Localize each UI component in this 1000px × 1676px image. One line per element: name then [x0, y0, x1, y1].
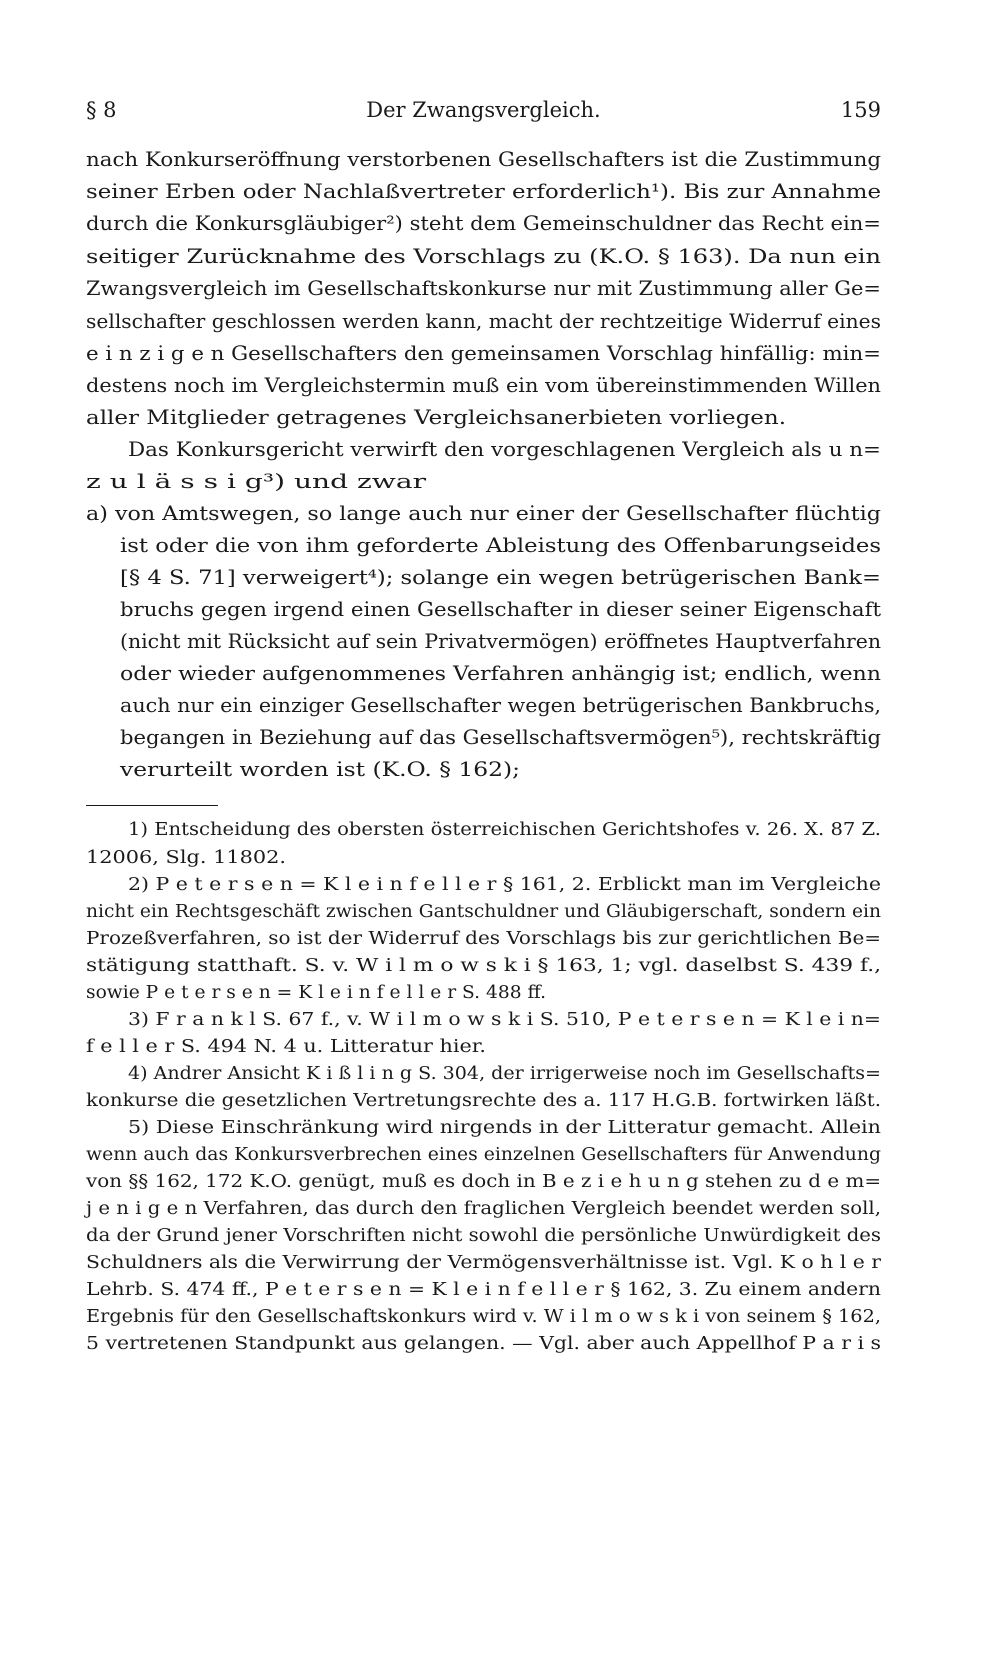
text-line: nach Konkurseröffnung verstorbenen Gesellschafters ist die Zustimmung: [86, 147, 881, 171]
text-line: begangen in Beziehung auf das Gesellschaftsvermögen⁵), rechtskräftig: [120, 725, 881, 749]
footnote-line: 5) Diese Einschränkung wird nirgends in der Litteratur gemacht. Allein: [128, 1118, 881, 1138]
running-title: Der Zwangsvergleich.: [366, 98, 601, 122]
text-line: oder wieder aufgenommenes Verfahren anhängig ist; endlich, wenn: [120, 661, 881, 685]
footnote-line: 12006, Slg. 11802.: [86, 848, 286, 868]
footnote-line: Prozeßverfahren, so ist der Widerruf des Vorschlags bis zur gerichtlichen Be=: [86, 929, 881, 949]
text-line: bruchs gegen irgend einen Gesellschafter in dieser seiner Eigenschaft: [120, 597, 881, 621]
footnote-line: f e l l e r S. 494 N. 4 u. Litteratur hier.: [86, 1037, 486, 1057]
text-line: durch die Konkursgläubiger²) steht dem Gemeinschuldner das Recht ein=: [86, 211, 881, 235]
footnote-line: da der Grund jener Vorschriften nicht sowohl die persönliche Unwürdigkeit des: [86, 1226, 881, 1246]
text-line: seiner Erben oder Nachlaßvertreter erforderlich¹). Bis zur Annahme: [86, 179, 881, 203]
footnote-line: wenn auch das Konkursverbrechen eines einzelnen Gesellschafters für Anwendung: [86, 1145, 882, 1165]
footnote-line: 3) F r a n k l S. 67 f., v. W i l m o w s k i S. 510, P e t e r s e n = K l e i n=: [128, 1010, 881, 1030]
footnote-line: j e n i g e n Verfahren, das durch den fraglichen Vergleich beendet werden soll,: [86, 1199, 881, 1219]
footnote-line: Ergebnis für den Gesellschaftskonkurs wird v. W i l m o w s k i von seinem § 162,: [86, 1307, 881, 1327]
text-line: auch nur ein einziger Gesellschafter wegen betrügerischen Bankbruchs,: [120, 693, 881, 717]
footnote-line: 1) Entscheidung des obersten österreichischen Gerichtshofes v. 26. X. 87 Z.: [128, 820, 881, 840]
footnote-line: konkurse die gesetzlichen Vertretungsrechte des a. 117 H.G.B. fortwirken läßt.: [86, 1091, 881, 1111]
footnote-line: 2) P e t e r s e n = K l e i n f e l l e r § 161, 2. Erblickt man im Vergleiche: [128, 875, 881, 895]
text-line: (nicht mit Rücksicht auf sein Privatvermögen) eröffnetes Hauptverfahren: [120, 629, 881, 653]
text-line: seitiger Zurücknahme des Vorschlags zu (K.O. § 163). Da nun ein: [86, 244, 881, 268]
footnote-line: stätigung statthaft. S. v. W i l m o w s k i § 163, 1; vgl. daselbst S. 439 f.,: [86, 956, 881, 976]
section-number: § 8: [86, 98, 117, 122]
footnote-divider: [86, 805, 218, 806]
footnote-line: Schuldners als die Verwirrung der Vermögensverhältnisse ist. Vgl. K o h l e r: [86, 1253, 881, 1273]
text-line: ist oder die von ihm geforderte Ableistung des Offenbarungseides: [120, 533, 881, 557]
page-number: 159: [840, 98, 881, 122]
footnote-line: von §§ 162, 172 K.O. genügt, muß es doch in B e z i e h u n g stehen zu d e m=: [86, 1172, 881, 1192]
footnote-line: sowie P e t e r s e n = K l e i n f e l l e r S. 488 ff.: [86, 983, 546, 1003]
text-line: [§ 4 S. 71] verweigert⁴); solange ein wegen betrügerischen Bank=: [120, 565, 881, 589]
text-line: Das Konkursgericht verwirft den vorgeschlagenen Vergleich als u n=: [128, 437, 882, 461]
footnote-line: 5 vertretenen Standpunkt aus gelangen. — Vgl. aber auch Appellhof P a r i s: [86, 1334, 881, 1354]
text-line: a) von Amtswegen, so lange auch nur einer der Gesellschafter flüchtig: [86, 501, 881, 525]
footnote-line: Lehrb. S. 474 ff., P e t e r s e n = K l e i n f e l l e r § 162, 3. Zu einem andern: [86, 1280, 881, 1300]
footnote-line: 4) Andrer Ansicht K i ß l i n g S. 304, der irrigerweise noch im Gesellschafts=: [128, 1064, 881, 1084]
running-header: [86, 98, 881, 128]
text-line: verurteilt worden ist (K.O. § 162);: [120, 757, 520, 781]
text-line: e i n z i g e n Gesellschafters den gemeinsamen Vorschlag hinfällig: min=: [86, 341, 881, 365]
text-line: Zwangsvergleich im Gesellschaftskonkurse nur mit Zustimmung aller Ge=: [86, 276, 881, 300]
text-line: aller Mitglieder getragenes Vergleichsanerbieten vorliegen.: [86, 405, 786, 429]
text-line: destens noch im Vergleichstermin muß ein vom übereinstimmenden Willen: [86, 373, 881, 397]
text-line: z u l ä s s i g³) und zwar: [86, 469, 426, 493]
footnote-line: nicht ein Rechtsgeschäft zwischen Gantschuldner und Gläubigerschaft, sondern ein: [86, 902, 881, 922]
text-line: sellschafter geschlossen werden kann, macht der rechtzeitige Widerruf eines: [86, 309, 881, 333]
